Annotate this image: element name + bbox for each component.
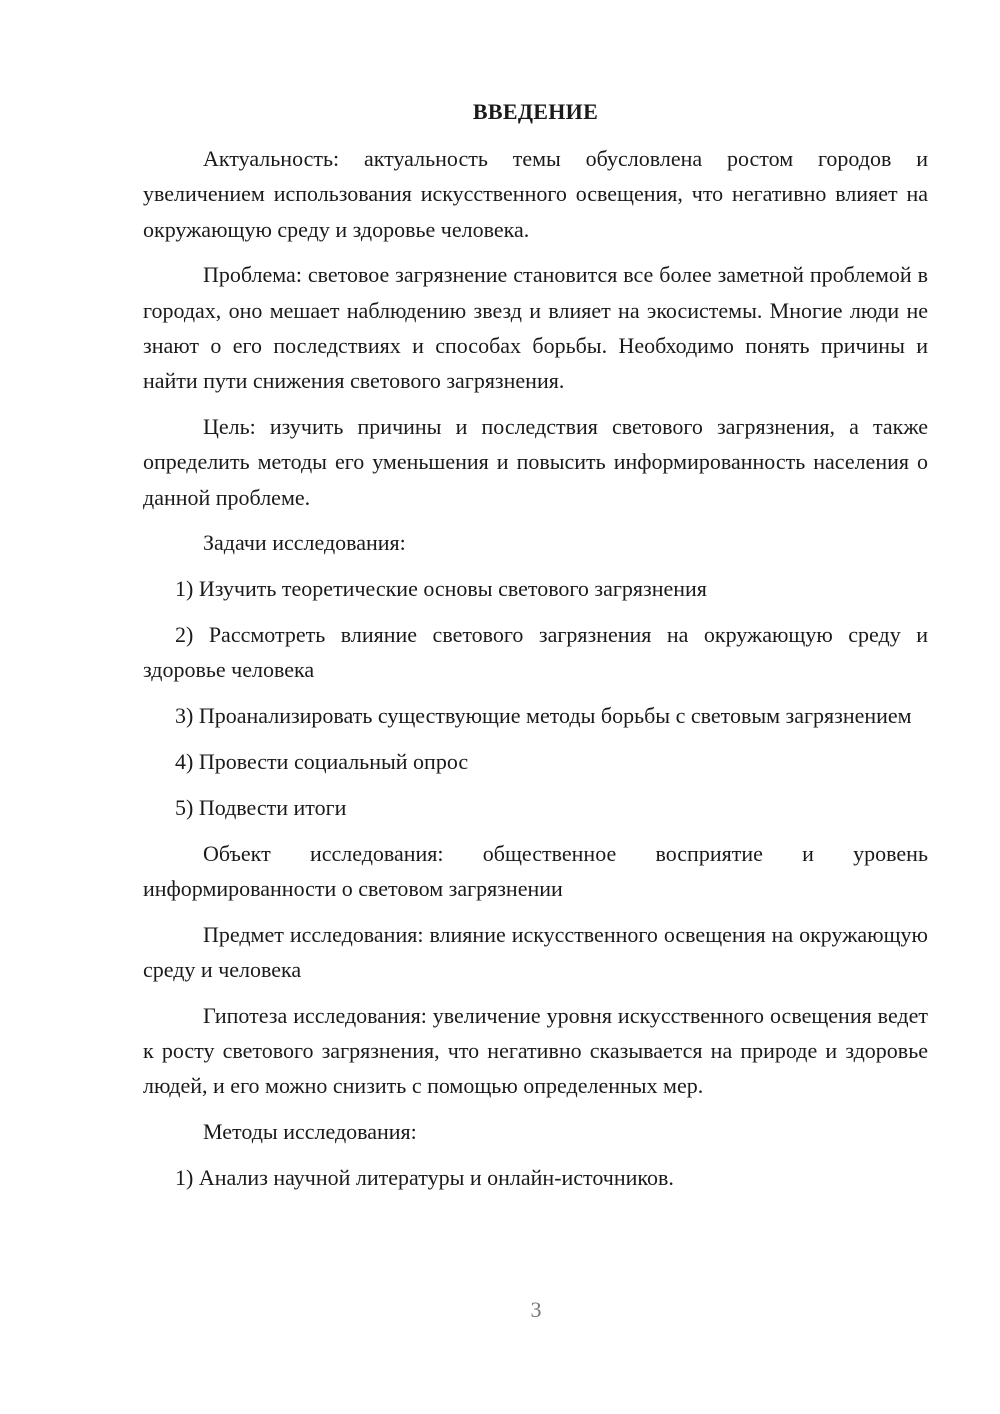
methods-heading: Методы исследования:	[203, 1119, 417, 1145]
section-title: ВВЕДЕНИЕ	[472, 99, 599, 124]
paragraph-hypothesis: Гипотеза исследования: увеличение уровня искусственного освещения ведет к росту светового загрязнения, что негативно сказывается на природе и здоровье людей, и его можно снизить с помощью определенных мер.	[143, 1002, 928, 1099]
paragraph-problem: Проблема: световое загрязнение становится все более заметной проблемой в городах, оно мешает наблюдению звезд и влияет на экосистемы. Многие люди не знают о его последствиях и способах борьбы. Необходимо понять причины и найти пути снижения светового загрязнения.	[143, 262, 928, 394]
page-number: 3	[530, 1297, 542, 1322]
task-item-2: 2) Рассмотреть влияние светового загрязнения на окружающую среду и здоровье человека	[143, 622, 928, 683]
task-item-3: 3) Проанализировать существующие методы борьбы с световым загрязнением	[175, 703, 912, 729]
task-item-5: 5) Подвести итоги	[175, 794, 347, 820]
paragraph-object: Объект исследования: общественное восприятие и уровень информированности о световом загрязнении	[143, 840, 928, 901]
method-item-1: 1) Анализ научной литературы и онлайн-источников.	[175, 1164, 674, 1190]
tasks-heading: Задачи исследования:	[203, 530, 406, 556]
task-item-4: 4) Провести социальный опрос	[175, 748, 469, 774]
paragraph-subject: Предмет исследования: влияние искусственного освещения на окружающую среду и человека	[143, 921, 928, 982]
page-content	[143, 94, 928, 1206]
paragraph-goal: Цель: изучить причины и последствия светового загрязнения, а также определить методы его уменьшения и повысить информированность населения о данной проблеме.	[143, 414, 928, 510]
task-item-1: 1) Изучить теоретические основы светового загрязнения	[175, 576, 707, 602]
paragraph-relevance: Актуальность: актуальность темы обусловлена ростом городов и увеличением использования искусственного освещения, что негативно влияет на окружающую среду и здоровье человека.	[143, 146, 928, 242]
